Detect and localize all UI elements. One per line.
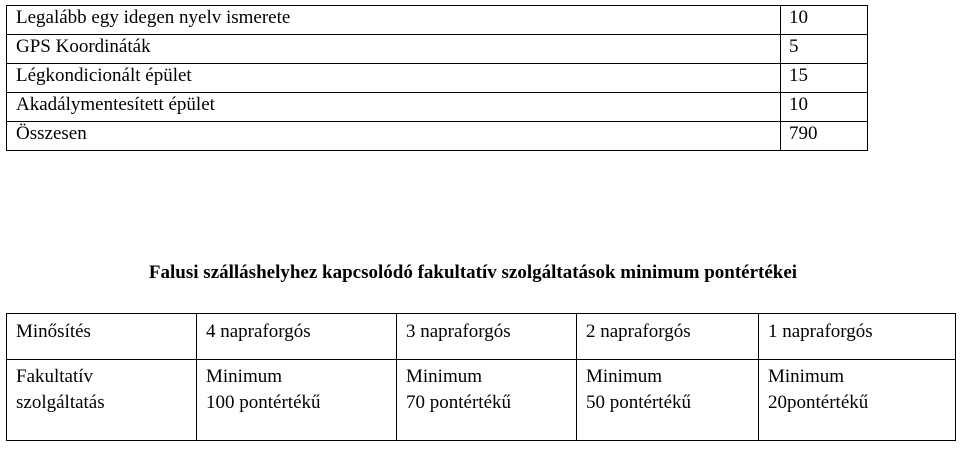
table-row <box>7 35 868 64</box>
total-row <box>7 122 868 151</box>
total-value: 790 <box>781 122 868 151</box>
cell-line: szolgáltatás <box>16 392 105 413</box>
cell-line: 20pontértékű <box>768 392 869 413</box>
row-cell-4 <box>197 360 397 441</box>
row-cell-2 <box>577 360 759 441</box>
table-row <box>7 93 868 122</box>
row-label: Légkondicionált épület <box>7 64 781 93</box>
row-cell-1 <box>759 360 956 441</box>
table-row <box>7 6 868 35</box>
row-value: 10 <box>781 6 868 35</box>
cell-line: 100 pontértékű <box>206 392 321 413</box>
table-row <box>7 360 956 441</box>
header-row <box>7 314 956 360</box>
cell-line: Minimum <box>586 366 663 387</box>
cell-line: 70 pontértékű <box>406 392 512 413</box>
table-row <box>7 64 868 93</box>
total-label: Összesen <box>7 122 781 151</box>
row-label: Akadálymentesített épület <box>7 93 781 122</box>
header-cell-4: 4 napraforgós <box>197 314 397 360</box>
cell-line: Minimum <box>406 366 483 387</box>
row-cell-3 <box>397 360 577 441</box>
row-label: GPS Koordináták <box>7 35 781 64</box>
cell-line: 50 pontértékű <box>586 392 692 413</box>
row-value: 10 <box>781 93 868 122</box>
header-cell-3: 3 napraforgós <box>397 314 577 360</box>
cell-line: Minimum <box>206 366 283 387</box>
header-cell-2: 2 napraforgós <box>577 314 759 360</box>
row-value: 15 <box>781 64 868 93</box>
service-points-table <box>6 5 868 151</box>
header-cell-1: 1 napraforgós <box>759 314 956 360</box>
row-cell-service <box>7 360 197 441</box>
section-heading: Falusi szálláshelyhez kapcsolódó fakultatív szolgáltatások minimum pontértékei <box>148 262 798 283</box>
cell-line: Fakultatív <box>16 366 94 387</box>
header-cell-rating: Minősítés <box>7 314 197 360</box>
cell-line: Minimum <box>768 366 845 387</box>
row-label: Legalább egy idegen nyelv ismerete <box>7 6 781 35</box>
row-value: 5 <box>781 35 868 64</box>
minimum-points-table <box>6 313 956 441</box>
